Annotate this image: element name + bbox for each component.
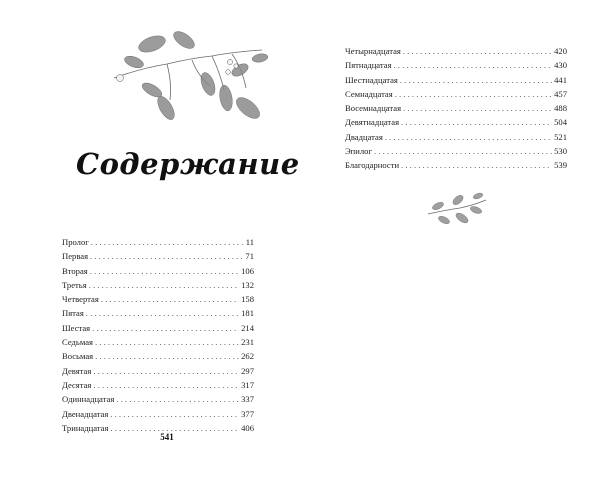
dot-leader (400, 73, 552, 87)
dot-leader (401, 115, 552, 129)
leafy-branch-illustration (112, 28, 272, 128)
dot-leader (385, 130, 552, 144)
toc-chapter: Девятая (62, 365, 92, 376)
toc-chapter: Благодарности (345, 160, 400, 171)
toc-entry (345, 144, 567, 158)
toc-page-number: 539 (554, 160, 567, 171)
dot-leader (401, 158, 552, 172)
toc-page-number: 71 (245, 251, 254, 262)
small-leafy-sprig-illustration (426, 192, 488, 228)
dot-leader (93, 364, 239, 378)
toc-entry (62, 306, 254, 320)
toc-page-number: 317 (241, 379, 254, 390)
toc-chapter: Семнадцатая (345, 88, 393, 99)
toc-chapter: Двенадцатая (62, 408, 109, 419)
toc-entry (345, 87, 567, 101)
toc-page-number: 337 (241, 394, 254, 405)
dot-leader (86, 306, 239, 320)
toc-entry (62, 364, 254, 378)
toc-list-right (345, 44, 567, 173)
toc-chapter: Первая (62, 251, 89, 262)
dot-leader (403, 101, 552, 115)
toc-page-number: 530 (554, 146, 567, 157)
toc-page-number: 488 (554, 103, 567, 114)
toc-entry (345, 130, 567, 144)
dot-leader (92, 321, 239, 335)
dot-leader (93, 378, 239, 392)
toc-chapter: Девятнадцатая (345, 117, 400, 128)
toc-page-number: 377 (241, 408, 254, 419)
toc-page-number: 214 (241, 322, 254, 333)
dot-leader (91, 235, 244, 249)
toc-chapter: Восьмая (62, 351, 94, 362)
toc-chapter: Третья (62, 279, 87, 290)
toc-chapter: Пролог (62, 237, 89, 247)
toc-page-number: 420 (554, 46, 567, 56)
toc-page-number: 406 (241, 422, 254, 433)
dot-leader (95, 335, 239, 349)
dot-leader (90, 264, 239, 278)
toc-entry (345, 58, 567, 72)
toc-page-number: 430 (554, 60, 567, 71)
toc-page-number: 11 (245, 237, 254, 247)
toc-chapter: Эпилог (345, 146, 372, 157)
toc-entry (345, 101, 567, 115)
toc-entry (62, 335, 254, 349)
toc-chapter: Двадцатая (345, 131, 383, 142)
toc-entry (345, 73, 567, 87)
toc-entry (62, 407, 254, 421)
toc-page-number: 132 (241, 279, 254, 290)
toc-page-number: 457 (554, 88, 567, 99)
toc-chapter: Седьмая (62, 337, 93, 348)
toc-entry (62, 321, 254, 335)
toc-list-left (62, 235, 254, 435)
dot-leader (90, 249, 243, 263)
toc-entry (62, 249, 254, 263)
dot-leader (101, 292, 239, 306)
toc-page-number: 262 (241, 351, 254, 362)
dot-leader (403, 44, 552, 58)
toc-page-number: 158 (241, 294, 254, 305)
dot-leader (394, 58, 553, 72)
dot-leader (374, 144, 552, 158)
toc-page-number: 106 (241, 265, 254, 276)
toc-entry (345, 158, 567, 172)
toc-chapter: Четырнадцатая (345, 46, 401, 56)
toc-entry (345, 44, 567, 58)
toc-page-number: 181 (241, 308, 254, 319)
toc-chapter: Вторая (62, 265, 88, 276)
toc-entry (62, 392, 254, 406)
toc-page-number: 521 (554, 131, 567, 142)
toc-chapter: Пятнадцатая (345, 60, 392, 71)
page-number: 541 (160, 432, 174, 442)
page-title: Содержание (76, 147, 300, 182)
toc-entry (62, 235, 254, 249)
toc-entry (62, 264, 254, 278)
toc-chapter: Шестнадцатая (345, 74, 398, 85)
toc-chapter: Восемнадцатая (345, 103, 402, 114)
toc-entry (62, 278, 254, 292)
toc-page-number: 441 (554, 74, 567, 85)
dot-leader (395, 87, 552, 101)
toc-entry (62, 292, 254, 306)
dot-leader (116, 392, 239, 406)
toc-chapter: Пятая (62, 308, 84, 319)
toc-entry (62, 349, 254, 363)
dot-leader (89, 278, 239, 292)
toc-chapter: Тринадцатая (62, 422, 109, 433)
toc-entry (345, 115, 567, 129)
toc-chapter: Одиннадцатая (62, 394, 115, 405)
toc-chapter: Четвертая (62, 294, 99, 305)
toc-page-number: 231 (241, 337, 254, 348)
toc-entry (62, 378, 254, 392)
toc-page-number: 297 (241, 365, 254, 376)
toc-chapter: Шестая (62, 322, 91, 333)
dot-leader (110, 407, 239, 421)
dot-leader (95, 349, 239, 363)
toc-page-number: 504 (554, 117, 567, 128)
toc-chapter: Десятая (62, 379, 92, 390)
